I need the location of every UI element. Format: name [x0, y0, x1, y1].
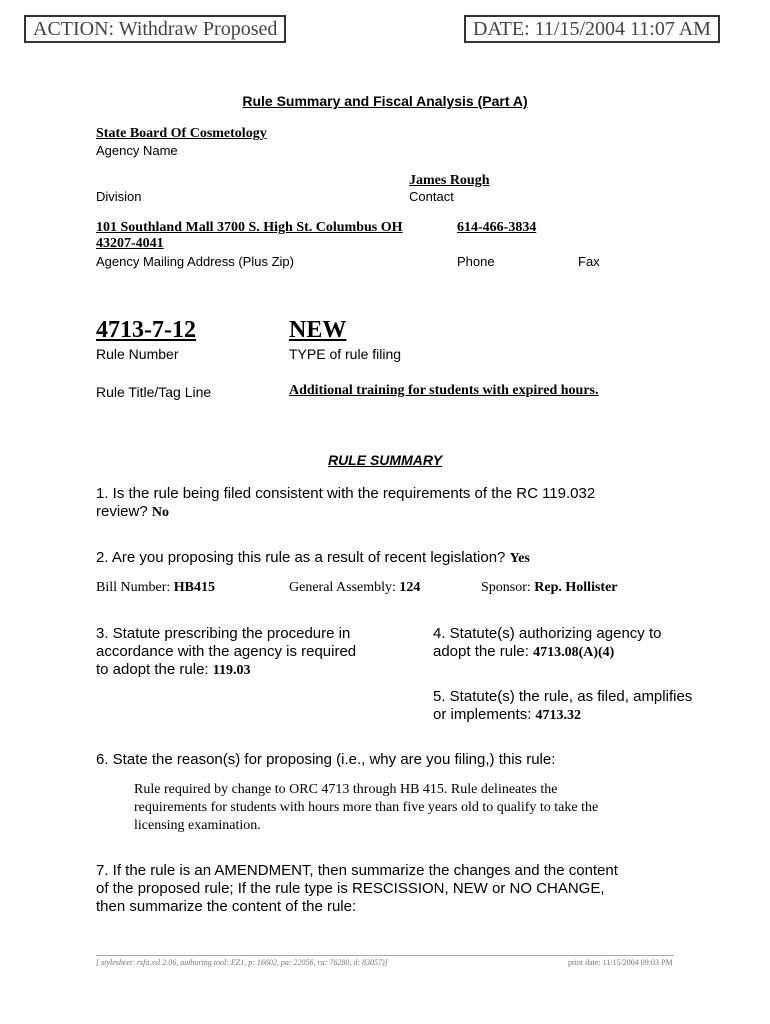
footer-divider — [96, 955, 674, 956]
question-4-text: adopt the rule: — [433, 643, 529, 660]
address-line1: 101 Southland Mall 3700 S. High St. Columbus OH — [96, 220, 403, 235]
action-text: ACTION: Withdraw Proposed — [33, 18, 278, 40]
bill-number — [96, 580, 215, 596]
contact-label: Contact — [409, 189, 454, 204]
question-1-line2 — [96, 503, 169, 521]
rule-type-label: TYPE of rule filing — [289, 346, 402, 362]
question-2-answer: Yes — [509, 551, 530, 566]
question-4-line1: 4. Statute(s) authorizing agency to — [433, 625, 662, 642]
date-box — [464, 15, 720, 43]
agency-name: State Board Of Cosmetology — [96, 126, 267, 141]
question-2 — [96, 549, 530, 567]
sponsor-value: Rep. Hollister — [534, 580, 618, 595]
assembly-value: 124 — [399, 580, 421, 595]
question-5-line2 — [433, 706, 581, 724]
question-1-answer: No — [151, 505, 169, 520]
question-4-line2 — [433, 643, 614, 661]
question-1-text: review? — [96, 503, 148, 520]
question-5-line1: 5. Statute(s) the rule, as filed, amplifies — [433, 688, 693, 705]
action-box — [24, 15, 286, 43]
question-4-answer: 4713.08(A)(4) — [533, 645, 615, 660]
question-3-line1: 3. Statute prescribing the procedure in — [96, 625, 351, 642]
fax-label: Fax — [578, 254, 600, 269]
question-1-line1: 1. Is the rule being filed consistent with the requirements of the RC 119.032 — [96, 485, 596, 502]
rule-number: 4713-7-12 — [96, 317, 196, 343]
division-label: Division — [96, 189, 142, 204]
question-6-answer-line2: requirements for students with hours more than five years old to qualify to take the — [134, 800, 599, 815]
question-2-text: 2. Are you proposing this rule as a result of recent legislation? — [96, 549, 506, 566]
question-5-text: or implements: — [433, 706, 532, 723]
question-7-line1: 7. If the rule is an AMENDMENT, then summarize the changes and the content — [96, 862, 618, 879]
assembly-label: General Assembly: — [289, 580, 396, 595]
question-5-answer: 4713.32 — [535, 708, 582, 723]
phone-number: 614-466-3834 — [457, 220, 537, 235]
address-line2: 43207-4041 — [96, 236, 164, 251]
contact-name: James Rough — [409, 173, 490, 188]
address-label: Agency Mailing Address (Plus Zip) — [96, 254, 294, 269]
question-7-line2: of the proposed rule; If the rule type is RESCISSION, NEW or NO CHANGE, — [96, 880, 605, 897]
page-title: Rule Summary and Fiscal Analysis (Part A) — [242, 93, 528, 109]
rule-summary-heading: RULE SUMMARY — [327, 452, 443, 468]
rule-title-label: Rule Title/Tag Line — [96, 384, 212, 400]
rule-number-label: Rule Number — [96, 346, 179, 362]
question-6-answer-line3: licensing examination. — [134, 818, 261, 833]
agency-name-label: Agency Name — [96, 143, 178, 158]
phone-label: Phone — [457, 254, 495, 269]
date-text: DATE: 11/15/2004 11:07 AM — [473, 18, 711, 40]
question-3-line3 — [96, 661, 251, 679]
footer-stylesheet-info: [ stylesheet: rsfa.xsl 2.06, authoring tool: EZ1, p: 16602, pa: 22056, ra: 76280, d: 83057)] — [96, 958, 388, 967]
sponsor-label: Sponsor: — [481, 580, 531, 595]
sponsor — [481, 580, 618, 596]
footer-print-date: print date: 11/15/2004 09:03 PM — [568, 958, 673, 967]
question-7-line3: then summarize the content of the rule: — [96, 898, 357, 915]
general-assembly — [289, 580, 420, 596]
rule-title: Additional training for students with expired hours. — [289, 383, 599, 398]
bill-value: HB415 — [173, 580, 216, 595]
question-3-text: to adopt the rule: — [96, 661, 209, 678]
rule-type: NEW — [289, 317, 347, 343]
question-3-answer: 119.03 — [212, 663, 251, 678]
question-6-answer-line1: Rule required by change to ORC 4713 through HB 415. Rule delineates the — [134, 782, 558, 797]
bill-label: Bill Number: — [96, 580, 171, 595]
question-6: 6. State the reason(s) for proposing (i.e., why are you filing,) this rule: — [96, 751, 556, 768]
question-3-line2: accordance with the agency is required — [96, 643, 357, 660]
